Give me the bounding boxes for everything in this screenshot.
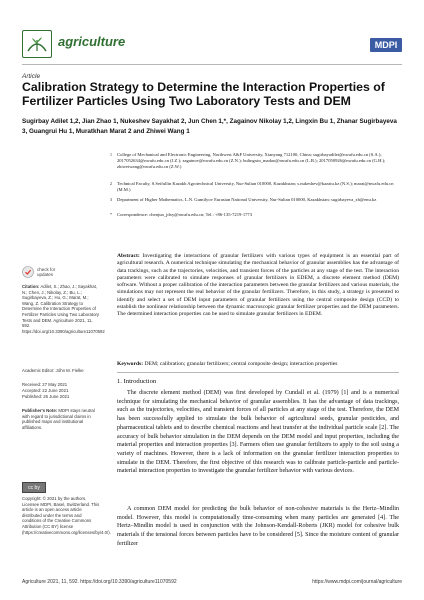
page-footer [22,579,402,585]
check-icon [22,266,34,278]
affiliation-number: * [110,212,112,217]
mdpi-logo[interactable]: MDPI [370,38,402,52]
check-for-updates-badge[interactable] [22,262,62,282]
check-for-updates-label: check for updates [37,267,56,277]
journal-name: agriculture [58,34,126,49]
published-date: Published: 26 June 2021 [22,394,70,399]
abstract-divider [117,372,399,373]
citation-label: Citation: [22,284,40,289]
abstract-text: Investigating the interactions of granular fertilizers with various types of equipment is an essential part of agricultural research. A numerical technique simulating the mechanical behavior of granular assemblies has the advantage of data trackings, such as the trajectories, velocities, and transient forces of the particles at any stage of the test. The interaction parameters were calibrated to simulate responses of granular fertilizers in EDEM, a discrete element method (DEM) software. Without a proper calibration of the interaction parameters between the granular fertilizers and various materials, the simulations may not represent the real behavior of the granular fertilizers. Therefore, in this study, a strategy is presented to identify and select a set of DEM input parameters of granular fertilizers using the central composite design (CCD) to establish the nonlinear relationship between the dynamic macroscopic granular fertilizer properties and the DEM parameters. The determined interaction properties can be used to simulate granular fertilizers in EDEM. [117,253,399,318]
journal-logo-icon [22,30,52,58]
affiliation-2 [110,181,399,193]
copyright-notice: Copyright: © 2021 by the authors. Licensee MDPI, Basel, Switzerland. This article is an open access article distributed under the terms and conditions of the Creative Commons Attribution (CC BY) license (https://creativecommons.org/licenses/by/4.0/). [22,496,111,535]
publisher-note-text: MDPI stays neutral with regard to jurisdictional claims in published maps and institutional affiliations. [22,408,95,430]
paragraph-1: The discrete element method (DEM) was first developed by Cundall et al. (1979) [1] and is a numerical technique for simulating the mechanical behavior of granular assemblies. It has the advantage of data trackings, such as the trajectories, velocities, and transient forces of all particles at any stage of the test. Therefore, the DEM has been successfully applied to simulate the bulk behavior of agricultural seeds, granular pesticides, and pharmaceutical tablets and to describe chemical reactions and heat transfer at the individual particle scale [2]. The accuracy of bulk behavior simulation in the DEM depends on the DEM model and input properties, including the material properties and interaction properties [3]. Farmers often use granular fertilizers to apply to the soil using a variety of machines. However, there is a lack of information on the granular fertilizer interaction properties to simulate in the DEM. Therefore, the first objective of this research was to calibrate particle-particle and particle-material interaction properties to investigate the granular fertilizer behavior with various devices. [117,390,399,475]
affiliation-text: Technical Faculty, S.Seifullin Kazakh Agrotechnical University, Nur-Sultan 010000, Kazakhstan; s.nukeshev@kazatu.kz (N.S.); marat@nwafu.edu.cn (M.M.) [117,181,394,192]
keywords-text: DEM; calibration; granular fertilizers; central composite design; interaction properties [144,361,338,367]
cc-by-license-icon[interactable]: cc by [22,482,46,493]
citation-text: Adilet, S.; Zhao, J.; Sayakhat, N.; Chen, J.; Nikolay, Z.; Bu, L.; Sugirbayeva, Z.; Hu, G.; Marat, M.; Wang, Z. Calibration Strategy to Determine the Interaction Properties of Fertilizer Particles Using Two Laboratory Tests and DEM. Agriculture 2021, 11, 592. https://doi.org/10.3390/agriculture11070592 [22,284,105,334]
affiliation-1 [110,152,399,169]
accepted-date: Accepted: 22 June 2021 [22,388,69,393]
header-divider [22,64,402,65]
affiliation-number: 3 [110,197,112,202]
affiliation-text: Department of Higher Mathematics, L.N. Gumilyov Eurasian National University, Nur-Sultan 010000, Kazakhstan; sugirbayeva_zh@enu.kz [117,197,377,202]
publisher-note-label: Publisher's Note: [22,408,58,413]
author-list: Sugirbay Adilet 1,2, Jian Zhao 1, Nukeshev Sayakhat 2, Jun Chen 1,*, Zagainov Nikolay 1,2, Lingxin Bu 1, Zhanar Sugirbayeva 3, Guangrui Hu 1, Muratkhan Marat 2 and Zhiwei Wang 1 [22,118,397,135]
article-type: Article [22,73,41,80]
paragraph-2: A common DEM model for predicting the bulk behavior of non-cohesive materials is the Hertz–Mindlin model. However, this model is computationally time-consuming when many particles are generated [4]. The Hertz–Mindlin model is used in conjunction with the Johnson-Kendall-Roberts (JKR) model for cohesive bulk materials if the tensional forces between particles have to be considered [5]. Since the moisture content of granular fertilizer [117,506,399,547]
publisher-note [22,408,102,430]
abstract-label: Abstract: [117,253,140,259]
footer-citation[interactable]: Agriculture 2021, 11, 592. https://doi.org/10.3390/agriculture11070592 [22,579,177,585]
affiliation-text: College of Mechanical and Electronic Engineering, Northwest A&F University, Xianyang 712100, China; sugirbayadilet@nwafu.edu.cn (S.A.); 2017052634@nwafu.edu.cn (J.Z.); zagainov@nwafu.edu.cn (Z.N.); bulingxin_madao@nwafu.edu.cn (L.B.); 2017050926@nwafu.edu.cn (G.H.); zhiweiwang@nwafu.edu.cn (Z.W.) [117,152,386,169]
section-heading: 1. Introduction [117,378,157,385]
affiliation-3 [110,197,399,203]
affiliation-number: 1 [110,152,112,157]
citation [22,284,105,334]
affiliation-number: 2 [110,181,112,186]
keywords [117,361,399,368]
correspondence-text[interactable]: Correspondence: chenjun_jdxy@nwafu.edu.cn; Tel.: +86-135-7219-1773 [117,212,253,217]
academic-editor: Academic Editor: Jóhn M. Fielke [22,368,84,373]
paper-title: Calibration Strategy to Determine the Interaction Properties of Fertilizer Particles Using Two Laboratory Tests and DEM [22,80,385,108]
keywords-label: Keywords: [117,361,144,367]
correspondence [110,212,399,218]
abstract [117,253,399,319]
received-date: Received: 27 May 2021 [22,382,68,387]
footer-journal-link[interactable]: https://www.mdpi.com/journal/agriculture [312,579,402,585]
